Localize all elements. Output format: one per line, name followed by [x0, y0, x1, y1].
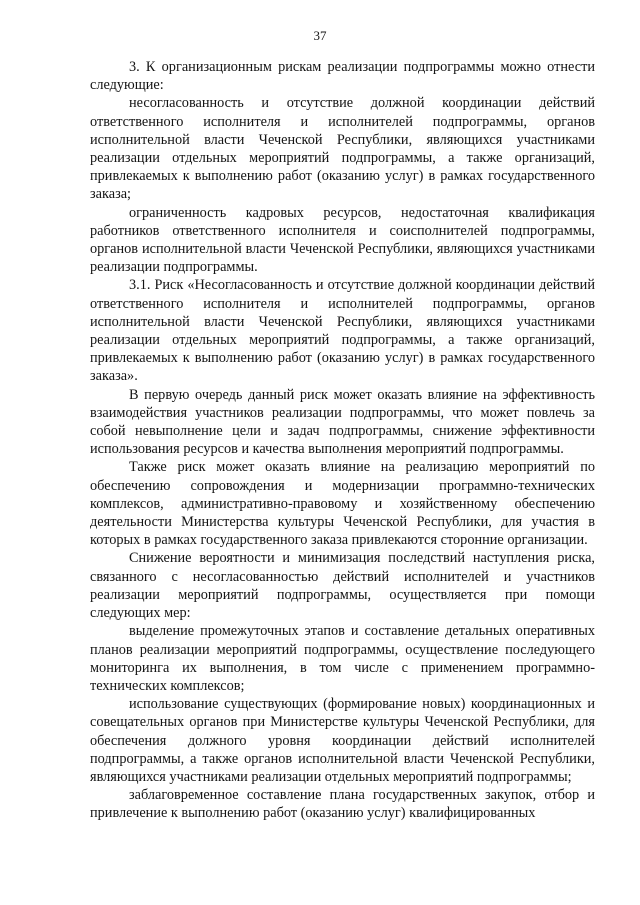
- paragraph-risk-item-staff: ограниченность кадровых ресурсов, недостаточная квалификация работников ответственного исполнителя и соисполнителей подпрограммы, органов исполнительной власти Чеченской Республики, являющихся участниками реализации подпрограммы.: [90, 204, 595, 276]
- paragraph-measure-bodies: использование существующих (формирование новых) координационных и совещательных органов при Министерстве культуры Чеченской Республики, для обеспечения должного уровня координации действий исполнителей подпрограммы, а также органов исполнительной власти Чеченской Республики, являющихся участниками реализации отдельных мероприятий подпрограммы;: [90, 696, 595, 785]
- paragraph-mitigation-intro: Снижение вероятности и минимизация последствий наступления риска, связанного с несогласованностью действий исполнителей и участников реализации мероприятий подпрограммы, осуществляется при помощи следующих мер:: [90, 550, 595, 622]
- body-text: [90, 58, 595, 823]
- paragraph-risk-item-coordination: несогласованность и отсутствие должной координации действий ответственного исполнителя и исполнителей подпрограммы, органов исполнительной власти Чеченской Республики, являющихся участниками реализации отдельных мероприятий подпрограммы, а также организаций, привлекаемых к выполнению работ (оказанию услуг) в рамках государственного заказа;: [90, 95, 595, 203]
- paragraph-risk-impact: В первую очередь данный риск может оказать влияние на эффективность взаимодействия участников реализации подпрограммы, что может повлечь за собой невыполнение цели и задач подпрограммы, снижение эффективности использования ресурсов и качества выполнения мероприятий подпрограммы.: [90, 386, 595, 458]
- paragraph-risk-impact-also: Также риск может оказать влияние на реализацию мероприятий по обеспечению сопровождения и модернизации программно-технических комплексов, административно-правовому и хозяйственному обеспечению деятельности Министерства культуры Чеченской Республики, для участия в которых в рамках государственного заказа привлекаются сторонние организации.: [90, 459, 595, 549]
- page-number: 37: [313, 28, 327, 43]
- paragraph-measure-procurement: заблаговременное составление плана государственных закупок, отбор и привлечение к выполнению работ (оказанию услуг) квалифицированных: [90, 787, 595, 822]
- paragraph-risk-heading: 3. К организационным рискам реализации подпрограммы можно отнести следующие:: [90, 59, 595, 94]
- paragraph-measure-stages: выделение промежуточных этапов и составление детальных оперативных планов реализации мероприятий подпрограммы, осуществление последующего мониторинга их выполнения, в том числе с применением программно-технических комплексов;: [90, 623, 595, 694]
- paragraph-risk-3-1: 3.1. Риск «Несогласованность и отсутствие должной координации действий ответственного исполнителя и исполнителей подпрограммы, органов исполнительной власти Чеченской Республики, являющихся участниками реализации отдельных мероприятий подпрограммы, а также организаций, привлекаемых к выполнению работ (оказанию услуг) в рамках государственного заказа».: [90, 277, 595, 385]
